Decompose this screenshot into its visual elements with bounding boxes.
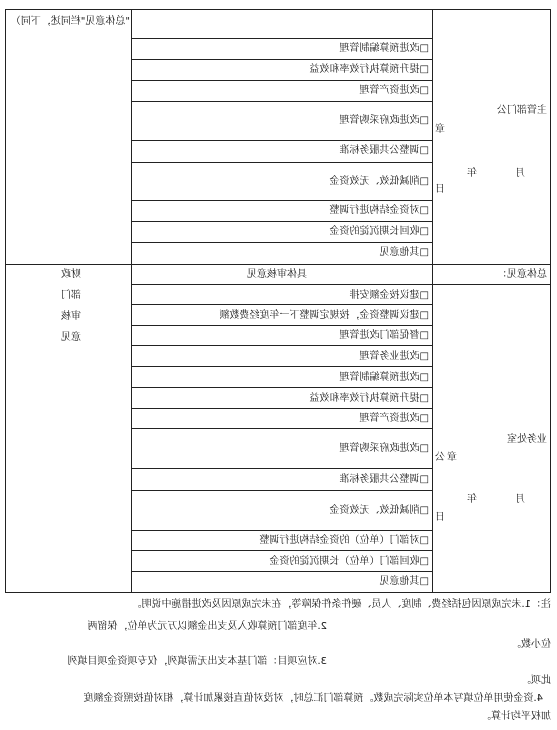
option-item: □对资金结构进行调整 xyxy=(329,205,429,216)
table-line xyxy=(131,530,433,531)
table-line xyxy=(131,325,433,326)
date-year: 年 xyxy=(467,168,477,179)
option-item: □调整公共服务标准 xyxy=(339,145,429,156)
option-item: □改进资产管理 xyxy=(359,413,429,424)
table-line xyxy=(131,428,433,429)
table-line xyxy=(131,9,132,593)
stamp-label-seal: 章 xyxy=(435,124,445,135)
row-label: 部门 xyxy=(61,290,81,301)
date-month: 月 xyxy=(515,168,525,179)
option-item: □其他意见 xyxy=(379,576,429,587)
table-line xyxy=(5,264,551,265)
option-item: □收回长期沉淀的资金 xyxy=(329,226,429,237)
date-day: 日 xyxy=(435,512,445,523)
option-item: □督促部门改进管理 xyxy=(339,330,429,341)
table-line xyxy=(131,345,433,346)
option-item: □收回部门（单位）长期沉淀的资金 xyxy=(269,556,429,567)
row-label: 审核 xyxy=(61,311,81,322)
table-line xyxy=(131,468,433,469)
table-line xyxy=(131,59,433,60)
stamp-label-seal: 章 xyxy=(447,452,457,463)
option-item: □改进预算编制管理 xyxy=(339,43,429,54)
table-line xyxy=(131,140,433,141)
table-line xyxy=(131,571,433,572)
table-line xyxy=(131,221,433,222)
row-label: 财政 xyxy=(61,269,81,280)
option-item: □提升预算执行效率和效益 xyxy=(309,393,429,404)
overall-opinion-label: 总体意见： xyxy=(497,269,547,280)
date-year: 年 xyxy=(467,494,477,505)
option-item: □改进预算编制管理 xyxy=(339,372,429,383)
table-line xyxy=(131,304,433,305)
option-item: □建议调整资金，按规定调整下一年度经费数额 xyxy=(219,310,429,321)
table-line xyxy=(131,80,433,81)
table-line xyxy=(131,162,433,163)
footnote: 4.资金使用单位填写本单位实际完成数。预算部门汇总时，对没对值直接累加计算，相对值按照资金额度 xyxy=(83,693,543,704)
table-line xyxy=(5,592,551,593)
option-item: □改进政府采购管理 xyxy=(339,443,429,454)
date-day: 日 xyxy=(435,184,445,195)
row-label: 意见 xyxy=(61,332,81,343)
stamp-label: 主管部门公 xyxy=(497,105,547,116)
footnote: 3.对应项目：部门基本支出无需填列，仅专项资金项目填列 xyxy=(67,656,327,667)
table-line xyxy=(131,38,433,39)
option-item: □削减低效、无效资金 xyxy=(329,505,429,516)
table-line xyxy=(550,9,551,593)
option-item: □调整公共服务标准 xyxy=(339,474,429,485)
option-item: □改进政府采购管理 xyxy=(339,115,429,126)
table-line xyxy=(131,490,433,491)
table-line xyxy=(5,9,551,10)
stamp-label: 业务处室 xyxy=(507,434,547,445)
table-line xyxy=(5,9,6,593)
table-line xyxy=(131,366,433,367)
date-month: 月 xyxy=(515,494,525,505)
table-line xyxy=(131,242,433,243)
option-item: □其他意见 xyxy=(379,247,429,258)
table-line xyxy=(131,387,433,388)
table-line xyxy=(131,200,433,201)
footnote: 加权平均计算。 xyxy=(481,711,551,722)
table-line xyxy=(131,284,551,285)
table-line xyxy=(432,9,433,593)
footnote: 注：1.未完成原因包括经费、制度、人员、硬件条件保障等，在未完成原因及改进措施中说明。 xyxy=(131,599,551,610)
option-item: □提升预算执行效率和效益 xyxy=(309,64,429,75)
table-line xyxy=(131,550,433,551)
option-item: □对部门（单位）的资金结构进行调整 xyxy=(259,535,429,546)
stamp-label-seal: 公 xyxy=(435,452,445,463)
option-item: □建议按金额安排 xyxy=(349,290,429,301)
specific-opinion-header: 具体审核意见 xyxy=(247,269,307,280)
footnote: 此项。 xyxy=(521,675,551,686)
table-line xyxy=(131,101,433,102)
overall-opinion-note: "总体意见"栏同述，下同） xyxy=(10,16,130,27)
footnote: 2.年度部门预算收入及支出金额以万元为单位，保留两 xyxy=(87,621,327,632)
option-item: □改进资产管理 xyxy=(359,85,429,96)
option-item: □改进业务管理 xyxy=(359,351,429,362)
option-item: □削减低效、无效资金 xyxy=(329,176,429,187)
table-line xyxy=(131,408,433,409)
footnote: 位小数。 xyxy=(511,639,551,650)
